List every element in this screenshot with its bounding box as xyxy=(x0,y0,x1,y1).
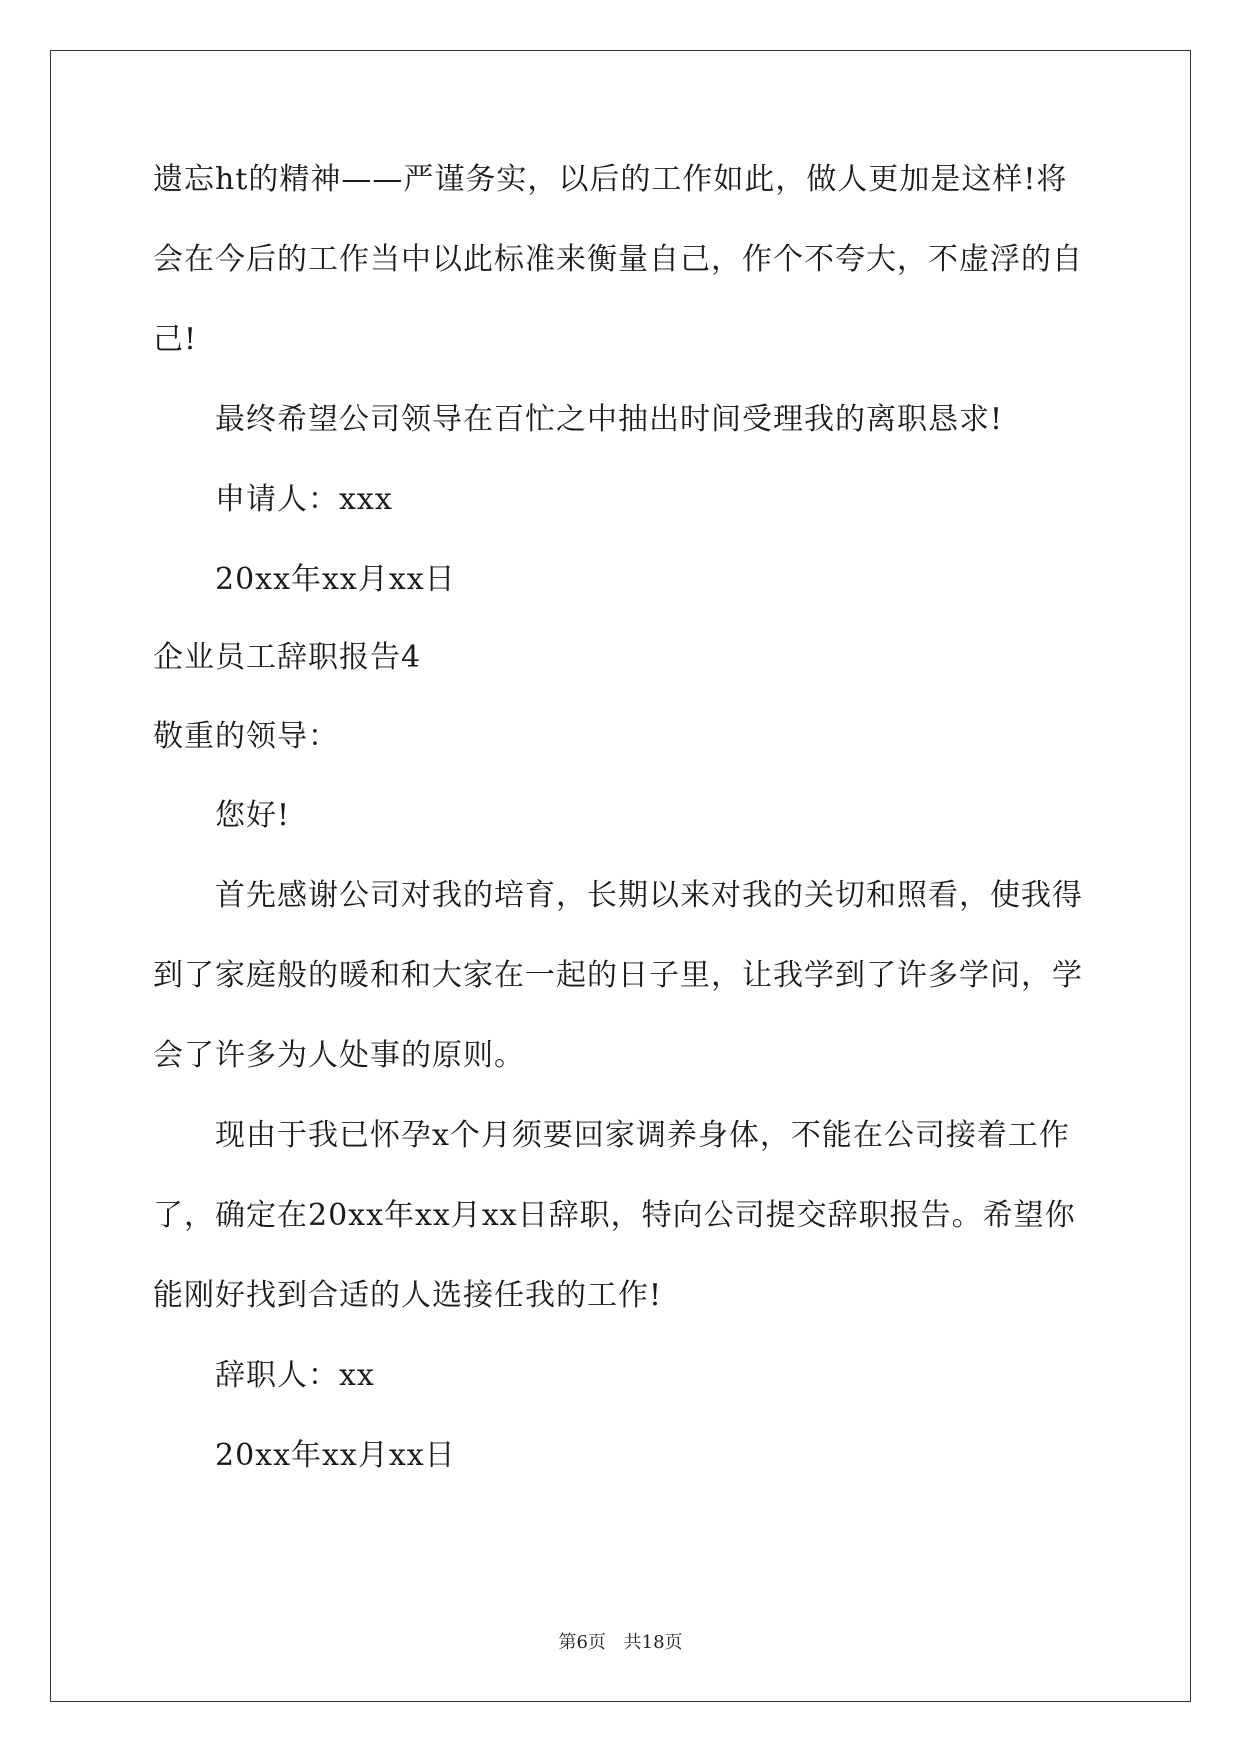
page-footer xyxy=(0,1628,1241,1654)
date-line: 20xx年xx月xx日 xyxy=(215,1438,456,1473)
paragraph-line: 首先感谢公司对我的培育，长期以来对我的关切和照看，使我得 xyxy=(215,878,1083,913)
salutation: 敬重的领导： xyxy=(153,719,339,754)
paragraph-line: 到了家庭般的暖和和大家在一起的日子里，让我学到了许多学问，学 xyxy=(153,958,1083,993)
paragraph-line: 能刚好找到合适的人选接任我的工作! xyxy=(153,1278,663,1313)
greeting: 您好! xyxy=(215,798,291,833)
applicant-signature: 申请人：xxx xyxy=(215,482,393,517)
paragraph-line: 现由于我已怀孕x个月须要回家调养身体，不能在公司接着工作 xyxy=(215,1118,1070,1153)
paragraph-line: 会了许多为人处事的原则。 xyxy=(153,1038,525,1073)
resigner-signature: 辞职人：xx xyxy=(215,1358,375,1393)
section-title: 企业员工辞职报告4 xyxy=(153,640,422,675)
paragraph-line: 己! xyxy=(153,322,198,357)
closing-request: 最终希望公司领导在百忙之中抽出时间受理我的离职恳求! xyxy=(215,402,1004,437)
paragraph-line: 会在今后的工作当中以此标准来衡量自己，作个不夸大，不虚浮的自 xyxy=(153,242,1083,277)
date-line: 20xx年xx月xx日 xyxy=(215,562,456,597)
page-number: 第6页 xyxy=(558,1632,606,1653)
page-total: 共18页 xyxy=(623,1632,683,1653)
paragraph-line: 了，确定在20xx年xx月xx日辞职，特向公司提交辞职报告。希望你 xyxy=(153,1198,1076,1233)
paragraph-line: 遗忘ht的精神——严谨务实，以后的工作如此，做人更加是这样!将 xyxy=(153,162,1068,197)
